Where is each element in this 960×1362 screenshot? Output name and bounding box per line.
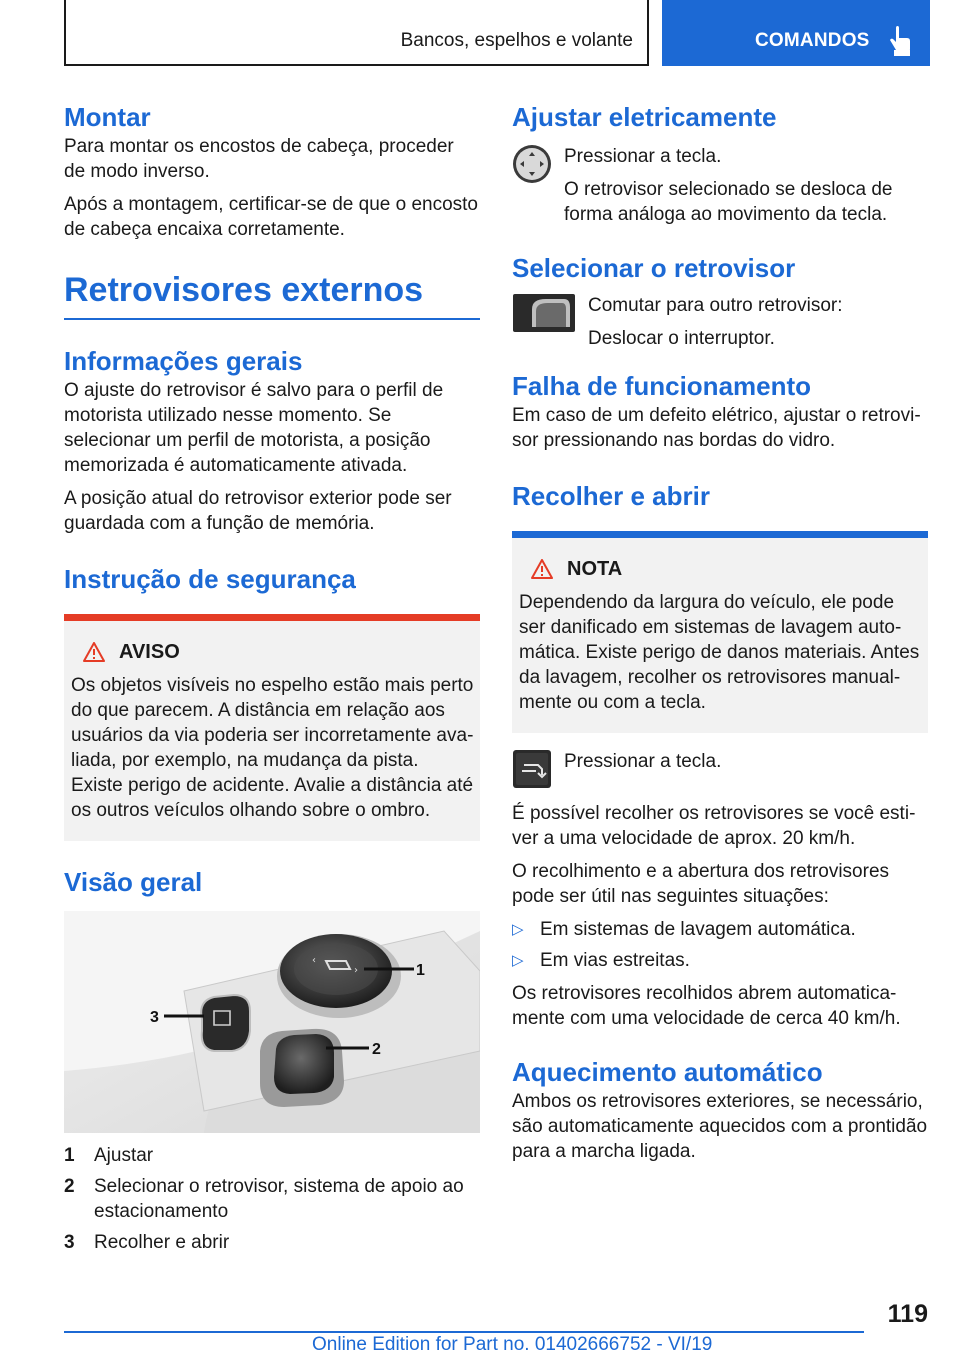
- callout-2: 2: [372, 1041, 381, 1058]
- mirror-fold-button-icon: [512, 749, 552, 789]
- warning-header: [71, 639, 474, 665]
- bullet-text: Em vias estreitas.: [540, 950, 690, 971]
- legend-item: [64, 1230, 480, 1255]
- warning-box: [64, 614, 480, 841]
- svg-text:‹: ‹: [312, 955, 316, 966]
- overview-legend: [64, 1143, 480, 1255]
- warning-triangle-icon: [83, 642, 105, 662]
- note-label: NOTA: [567, 558, 623, 580]
- footer-divider: [64, 1331, 864, 1333]
- hand-pointer-icon: [888, 26, 912, 56]
- select-paragraph-2: Deslocar o interruptor.: [588, 328, 775, 349]
- adjust-row: [512, 144, 928, 227]
- select-paragraph-1: Comutar para outro retrovisor:: [588, 295, 843, 316]
- legend-text: Recolher e abrir: [94, 1232, 230, 1253]
- fold-paragraph-1: É possível recolher os retrovisores se você estiver a uma velocidade de aprox. 20 km/h.: [512, 803, 916, 849]
- legend-number: 3: [64, 1232, 75, 1253]
- legend-item: [64, 1143, 480, 1168]
- fold-press-text: Pressionar a tecla.: [564, 751, 722, 772]
- header-section-title: Bancos, espelhos e volante: [400, 30, 633, 51]
- heating-paragraph: Ambos os retrovisores exteriores, se necessário, são automaticamente aquecidos com a prontidão para a marcha ligada.: [512, 1091, 928, 1162]
- warning-triangle-icon: [531, 559, 553, 579]
- svg-text:›: ›: [354, 965, 358, 976]
- mirror-select-switch-icon: [512, 293, 576, 333]
- adjust-paragraph-1: Pressionar a tecla.: [564, 146, 722, 167]
- note-box: [512, 531, 928, 733]
- mirror-adjust-button-icon: [512, 144, 552, 184]
- header-section-tab: [64, 0, 649, 66]
- montar-paragraph-1: Para montar os encostos de cabeça, proceder de modo inverso.: [64, 136, 454, 182]
- fault-heading: Falha de funcionamento: [512, 371, 812, 401]
- fold-paragraph-2: O recolhimento e a abertura dos retrovisores pode ser útil nas seguintes situações:: [512, 861, 890, 907]
- select-heading: Selecionar o retrovisor: [512, 253, 796, 283]
- adjust-paragraph-2-a: O retrovisor selecionado se desloca de forma análoga ao movimento da tecla.: [564, 179, 893, 225]
- list-item: [512, 917, 928, 942]
- left-column: [64, 100, 480, 1261]
- page-title: Retrovisores externos: [64, 268, 480, 320]
- header-chapter-title: COMANDOS: [755, 30, 870, 51]
- callout-1: 1: [416, 962, 425, 979]
- info-paragraph-1: O ajuste do retrovisor é salvo para o perfil de motorista utilizado nesse momento. Se selecionar um perfil de motorista, a posição memorizada é automaticamente ativada.: [64, 380, 444, 476]
- fold-button-row: [512, 749, 928, 793]
- bullet-triangle-icon: ▷: [512, 952, 524, 969]
- list-item: [512, 948, 928, 973]
- info-paragraph-2: A posição atual do retrovisor exterior pode ser guardada com a função de memória.: [64, 488, 452, 534]
- warning-text: Os objetos visíveis no espelho estão mais perto do que parecem. A distância em relação aos usuários da via poderia ser incorretamente avaliada, por exemplo, na mudança da pista. Existe perigo de acidente. Avalie a distância até os outros veículos olhando sobre o ombro.: [71, 675, 474, 821]
- mirror-controls-drawing: [64, 911, 480, 1133]
- legend-number: 2: [64, 1176, 75, 1197]
- legend-number: 1: [64, 1145, 75, 1166]
- callout-3: 3: [150, 1009, 159, 1026]
- montar-heading: Montar: [64, 102, 151, 132]
- right-column: [512, 100, 928, 1164]
- adjust-heading: Ajustar eletricamente: [512, 102, 777, 132]
- page-number: 119: [887, 1300, 928, 1328]
- safety-heading: Instrução de segurança: [64, 564, 356, 594]
- bullet-text: Em sistemas de lavagem automática.: [540, 919, 856, 940]
- overview-heading: Visão geral: [64, 867, 203, 897]
- fold-heading: Recolher e abrir: [512, 481, 710, 511]
- select-row: [512, 293, 928, 353]
- heating-heading: Aquecimento automático: [512, 1057, 823, 1087]
- legend-text: Ajustar: [94, 1145, 154, 1166]
- header-chapter-tab[interactable]: [662, 0, 930, 66]
- mirror-controls-illustration: [64, 911, 480, 1133]
- legend-item: [64, 1174, 480, 1224]
- fold-bullet-list: [512, 917, 928, 973]
- warning-label: AVISO: [119, 641, 180, 663]
- fault-paragraph: Em caso de um defeito elétrico, ajustar o retrovisor pressionando nas bordas do vidro.: [512, 405, 921, 451]
- montar-paragraph-2: Após a montagem, certificar-se de que o encosto de cabeça encaixa corretamente.: [64, 194, 479, 240]
- note-header: [519, 556, 922, 582]
- fold-paragraph-3: Os retrovisores recolhidos abrem automaticamente com uma velocidade de cerca 40 km/h.: [512, 983, 901, 1029]
- legend-text: Selecionar o retrovisor, sistema de apoio ao estacionamento: [94, 1176, 464, 1222]
- bullet-triangle-icon: ▷: [512, 921, 524, 938]
- note-text: Dependendo da largura do veículo, ele pode ser danificado em sistemas de lavagem automática. Existe perigo de danos materiais. Antes da lavagem, recolher os retrovisores manualmente ou com a tecla.: [519, 592, 920, 713]
- footer-edition: Online Edition for Part no. 01402666752 - VI/19: [312, 1334, 713, 1355]
- info-heading: Informações gerais: [64, 346, 303, 376]
